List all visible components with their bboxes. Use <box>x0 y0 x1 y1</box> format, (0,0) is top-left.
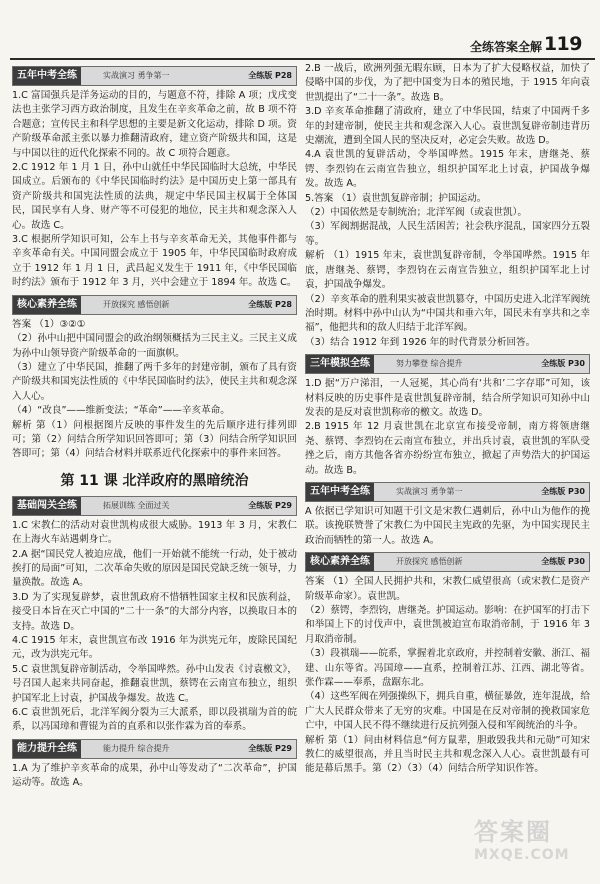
lesson-title: 第 11 课 北洋政府的黑暗统治 <box>60 472 249 489</box>
section-page-ref: 全练版 P30 <box>541 486 585 496</box>
section-page-ref: 全练版 P29 <box>248 500 292 510</box>
answer-paragraph: 1.C 宋教仁的活动对袁世凯构成很大威胁。1913 年 3 月，宋教仁在上海火车站遇刺身亡。 <box>12 519 297 546</box>
answer-paragraph: （2）蔡锷，李烈钧，唐继尧。护国运动。影响：在护国军的打击下和举国上下的讨伐声中，袁世凯被迫宣布取消帝制，于 1916 年 3 月取消帝制。 <box>305 605 590 645</box>
section-page-ref: 全练版 P29 <box>248 743 292 753</box>
header-title: 全练答案全解 <box>469 40 542 54</box>
page-header <box>0 0 600 58</box>
answer-paragraph: （3）建立了中华民国，推翻了两千多年的封建帝制，颁布了具有资产阶级共和国宪法性质的《中华民国临时约法》，使民主共和观念深入人心。 <box>12 361 297 402</box>
section-subtitle: 能力提升 综合提升 <box>103 743 170 753</box>
answer-paragraph: （2）辛亥革命的胜利果实被袁世凯篡夺，中国历史进入北洋军阀统治时期。材料中孙中山认为“中国共和垂六年，国民未有享共和之幸福”，他把共和的敌人归结于北洋军阀。 <box>305 293 590 334</box>
answer-paragraph: 答案 （1）全国人民拥护共和，宋教仁威望很高（或宋教仁是资产阶级革命家）。袁世凯。 <box>305 576 590 602</box>
section-page-ref: 全练版 P28 <box>248 71 292 80</box>
answer-paragraph: 4.A 袁世凯的复辟活动，令举国哗然。1915 年末，唐继尧、蔡锷、李烈钧在云南宣告独立，组织护国军北上讨袁，护国战争爆发。故选 A。 <box>305 149 590 190</box>
answer-paragraph: 1.C 富国强兵是洋务运动的目的，与题意不符，排除 A 项；戊戌变法也主张学习西方政治制度，且发生在辛亥革命之前，故 B 项不符合题意；宣传民主和科学思想的主要是新文化运动，排除 D 项。资产阶级革命派主张以暴力推翻清政府，建立资产阶级共和国，这是与中国以往的近代化探索不同的。故 C 项符合题意。 <box>12 90 297 159</box>
section-subtitle: 实战演习 勇争第一 <box>103 71 170 80</box>
answer-paragraph: （3）段祺瑞——皖系，掌握着北京政府，并控制着安徽、浙江、福建、山东等省。冯国璋——直系，控制着江苏、江西、湖北等省。张作霖——奉系，盘踞东北。 <box>305 648 590 689</box>
answer-paragraph: （3）军阀割据混战，人民生活困苦；社会秩序混乱，国家四分五裂等。 <box>305 221 590 247</box>
left-column <box>12 62 297 791</box>
section-tag: 核心素养全练 <box>13 296 81 314</box>
answer-paragraph: 解析 （1）1915 年末，袁世凯复辟帝制，令举国哗然。1915 年底，唐继尧、蔡锷，李烈钧在云南宣告独立，组织护国军北上讨袁，护国战争爆发。 <box>305 250 590 291</box>
section-subtitle: 实战演习 勇争第一 <box>396 486 463 496</box>
answer-paragraph: 4.C 1915 年末，袁世凯宣布改 1916 年为洪宪元年，废除民国纪元，改为洪宪元年。 <box>12 635 297 661</box>
watermark-line2: MXQE.COM <box>474 847 570 863</box>
answer-paragraph: （4）“改良”——维新变法；“革命”——辛亥革命。 <box>12 405 230 417</box>
section-tag: 能力提升全练 <box>13 740 81 758</box>
section-banner <box>12 739 297 759</box>
answer-paragraph: 2.C 1912 年 1 月 1 日，孙中山就任中华民国临时大总统，中华民国成立。后颁布的《中华民国临时约法》是中国历史上第一部具有资产阶级共和国宪法性质的法典，规定中华民国主权属于全体国民，国民享有人身、财产等不可侵犯的地位，民主共和观念深入人心。故选 C。 <box>12 162 297 231</box>
section-tag: 五年中考全练 <box>13 67 81 85</box>
section-subtitle: 拓展训练 全面过关 <box>103 500 170 510</box>
answer-paragraph: 2.A 据“国民党人被迫应战，他们一开始就不能统一行动，处于被动挨打的局面”可知，二次革命失败的原因是国民党缺乏统一领导，力量涣散。故选 A。 <box>12 548 297 589</box>
section-banner <box>305 552 590 572</box>
section-tag: 三年模拟全练 <box>306 355 374 373</box>
section-banner <box>12 66 297 86</box>
answer-paragraph: （2）孙中山把中国同盟会的政治纲领概括为三民主义。三民主义成为孙中山领导资产阶级革命的一面旗帜。 <box>12 333 297 359</box>
answer-paragraph: 1.A 为了维护辛亥革命的成果，孙中山等发动了“二次革命”，护国运动等。故选 A。 <box>12 762 297 789</box>
answer-paragraph: 解析 第（1）问根据图片反映的事件发生的先后顺序进行排列即可；第（2）问结合所学知识回答即可；第（3）问结合所学知识回答即可；第（4）问结合材料并联系近代化探索中的事件来回答。 <box>12 419 297 460</box>
section-tag: 基础闯关全练 <box>13 497 81 515</box>
section-page-ref: 全练版 P28 <box>248 299 292 309</box>
section-banner <box>12 496 297 516</box>
answer-paragraph: 5.C 袁世凯复辟帝制活动，令举国哗然。孙中山发表《讨袁檄文》，号召国人起来共同奋起，推翻袁世凯，蔡锷在云南宣布独立，组织护国军北上讨袁，护国战争爆发。故选 C。 <box>12 663 297 704</box>
answer-paragraph: 5.答案 （1）袁世凯复辟帝制；护国运动。 <box>305 192 487 204</box>
answer-paragraph: （3）结合 1912 年到 1926 年的时代背景分析回答。 <box>305 336 536 348</box>
answer-paragraph: 3.D 辛亥革命推翻了清政府，建立了中华民国，结束了中国两千多年的封建帝制，使民主共和观念深入人心。袁世凯复辟帝制违背历史潮流，遭到全国人民的坚决反对，必定会失败。故选 D。 <box>305 106 590 147</box>
answer-paragraph: A 依据已学知识可知题干引文是宋教仁遇刺后，孙中山为他作的挽联。该挽联赞誉了宋教仁为中国民主宪政的先驱，为中国实现民主政治而牺牲的第一人。故选 A。 <box>305 505 590 546</box>
section-page-ref: 全练版 P30 <box>541 359 585 369</box>
watermark-logo <box>474 812 592 864</box>
section-banner <box>305 482 590 502</box>
section-subtitle: 开放探究 感悟创新 <box>396 557 463 567</box>
header-rule <box>10 58 595 60</box>
section-subtitle: 开放探究 感悟创新 <box>103 299 170 309</box>
watermark-line1: 答案圈 <box>474 818 552 846</box>
section-tag: 五年中考全练 <box>306 483 374 501</box>
answer-paragraph: 3.C 根据所学知识可知，公车上书与辛亥革命无关，其他事件都与辛亥革命有关。中国同盟会成立于 1905 年，中华民国临时政府成立于 1912 年 1 月 1 日，武昌起义发生于 1911 年，《中华民国临时约法》颁布于 1912 年 3 月，兴中会建立于 1894 年。故选 C。 <box>12 234 297 289</box>
answer-paragraph: 6.C 袁世凯死后，北洋军阀分裂为三大派系，即以段祺瑞为首的皖系，以冯国璋和曹锟为首的直系和以张作霖为首的奉系。 <box>12 707 297 733</box>
answer-paragraph: 3.D 为了实现复辟梦，袁世凯政府不惜牺牲国家主权和民族利益，接受日本旨在灭亡中国的“二十一条”的大部分内容，以换取日本的支持。故选 D。 <box>12 591 297 632</box>
answer-paragraph: 2.B 一战后，欧洲列强无暇东顾，日本为了扩大侵略权益，加快了侵略中国的步伐，为了把中国变为日本的殖民地，于 1915 年向袁世凯提出了“二十一条”。故选 B。 <box>305 63 590 103</box>
section-banner <box>12 295 297 315</box>
answer-paragraph: （2）中国依然是专制统治；北洋军阀（或袁世凯）。 <box>305 207 527 219</box>
answer-paragraph: 2.B 1915 年 12 月袁世凯在北京宣布接受帝制，南方将领唐继尧、蔡锷、李烈钧在云南宣布独立，并出兵讨袁，袁世凯的军队受挫之后，南方其他各省亦纷纷宣布独立，掀起了声势浩大的护国运动。故选 B。 <box>305 421 590 476</box>
section-banner <box>305 354 590 374</box>
answer-paragraph: 解析 第（1）问由材料信息“何方鼠辈，胆敢毁我共和元勋”可知宋教仁的威望很高，并且当时民主共和观念深入人心。袁世凯最有可能是幕后黑手。第（2）（3）（4）问结合所学知识作答。 <box>305 734 590 775</box>
answer-paragraph: 答案 （1）③②① <box>12 318 86 330</box>
answer-paragraph: （4）这些军阀在列强操纵下，拥兵自重，横征暴敛，连年混战，给广大人民群众带来了无穷的灾难。中国是在反对帝制的挽救国家危亡中，中国人民不得不继续进行反抗列强入侵和军阀统治的斗争。 <box>305 691 590 732</box>
section-tag: 核心素养全练 <box>306 553 374 571</box>
answer-paragraph: 1.D 据“万户涕泪，一人冠冕，其心尚有‘共和’二字存耶”可知，该材料反映的历史事件是袁世凯复辟帝制，结合所学知识可知孙中山发表的是反对袁世凯称帝的檄文。故选 D。 <box>305 378 590 418</box>
section-page-ref: 全练版 P30 <box>541 557 585 567</box>
right-column <box>305 62 590 777</box>
page-number: 119 <box>543 33 582 55</box>
section-subtitle: 努力攀登 综合提升 <box>396 359 463 369</box>
